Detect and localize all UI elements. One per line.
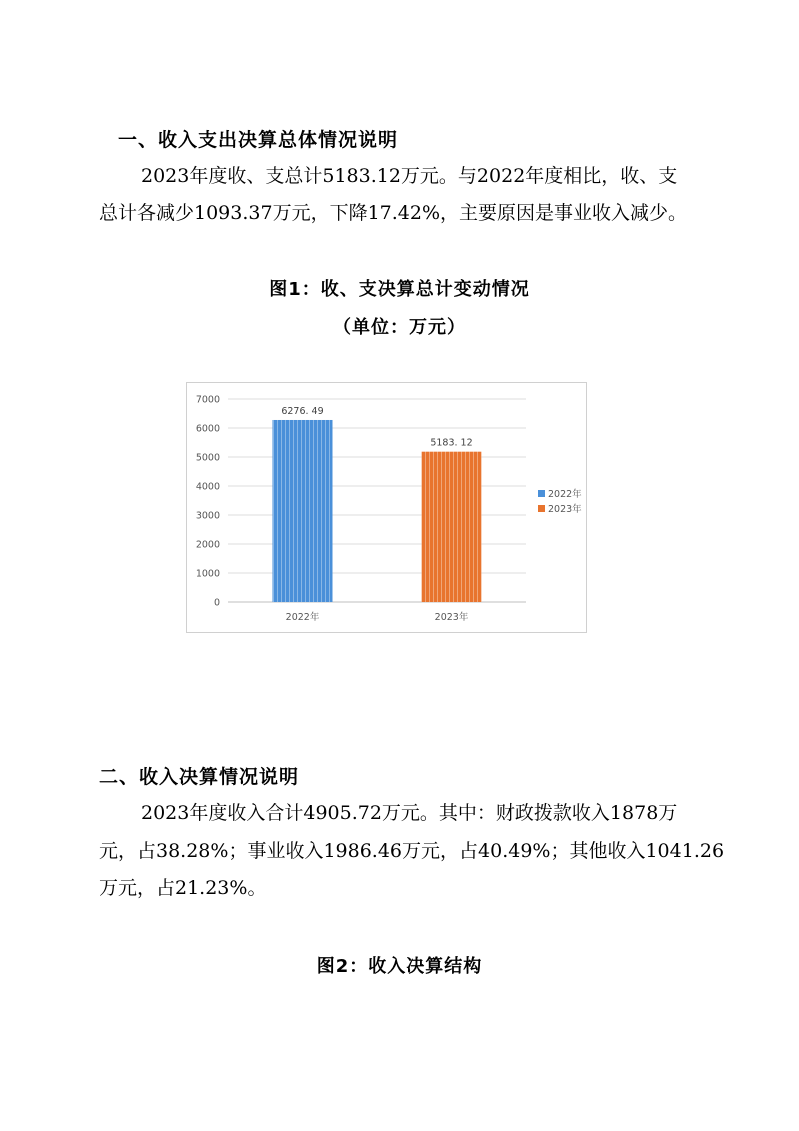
y-tick-label: 7000: [195, 394, 220, 406]
section2-line-2: 元，占38.28%；事业收入1986.46万元，占40.49%；其他收入1041.26: [99, 840, 725, 862]
data-label: 6276. 49: [281, 405, 324, 417]
section2-line-1: 2023年度收入合计4905.72万元。其中：财政拨款收入1878万: [141, 802, 678, 824]
section2-heading: 二、收入决算情况说明: [99, 766, 300, 788]
y-tick-label: 1000: [195, 568, 220, 580]
chart-frame: [187, 383, 587, 633]
legend-swatch: [538, 505, 545, 512]
figure1-caption: 图1：收、支决算总计变动情况: [269, 279, 530, 300]
bar-2022年: [273, 420, 333, 602]
legend-label: 2022年: [548, 489, 582, 500]
section1-line-2: 总计各减少1093.37万元，下降17.42%，主要原因是事业收入减少。: [99, 202, 688, 224]
bar-2023年: [422, 452, 482, 602]
y-tick-label: 4000: [195, 481, 220, 493]
x-tick-label: 2022年: [285, 612, 320, 623]
legend-swatch: [538, 490, 545, 497]
data-label: 5183. 12: [430, 437, 473, 449]
figure1-unit: （单位：万元）: [333, 317, 466, 338]
section1-line-1: 2023年度收、支总计5183.12万元。与2022年度相比，收、支: [141, 165, 678, 187]
y-tick-label: 5000: [195, 452, 220, 464]
figure1-chart: [186, 382, 587, 633]
x-tick-label: 2023年: [434, 612, 469, 623]
y-tick-label: 2000: [195, 539, 220, 551]
legend-label: 2023年: [548, 504, 582, 515]
section1-heading: 一、收入支出决算总体情况说明: [118, 129, 399, 151]
figure2-caption: 图2：收入决算结构: [316, 956, 483, 977]
y-tick-label: 3000: [195, 510, 220, 522]
y-tick-label: 0: [213, 597, 220, 609]
section2-line-3: 万元，占21.23%。: [99, 877, 267, 899]
y-tick-label: 6000: [195, 423, 220, 435]
